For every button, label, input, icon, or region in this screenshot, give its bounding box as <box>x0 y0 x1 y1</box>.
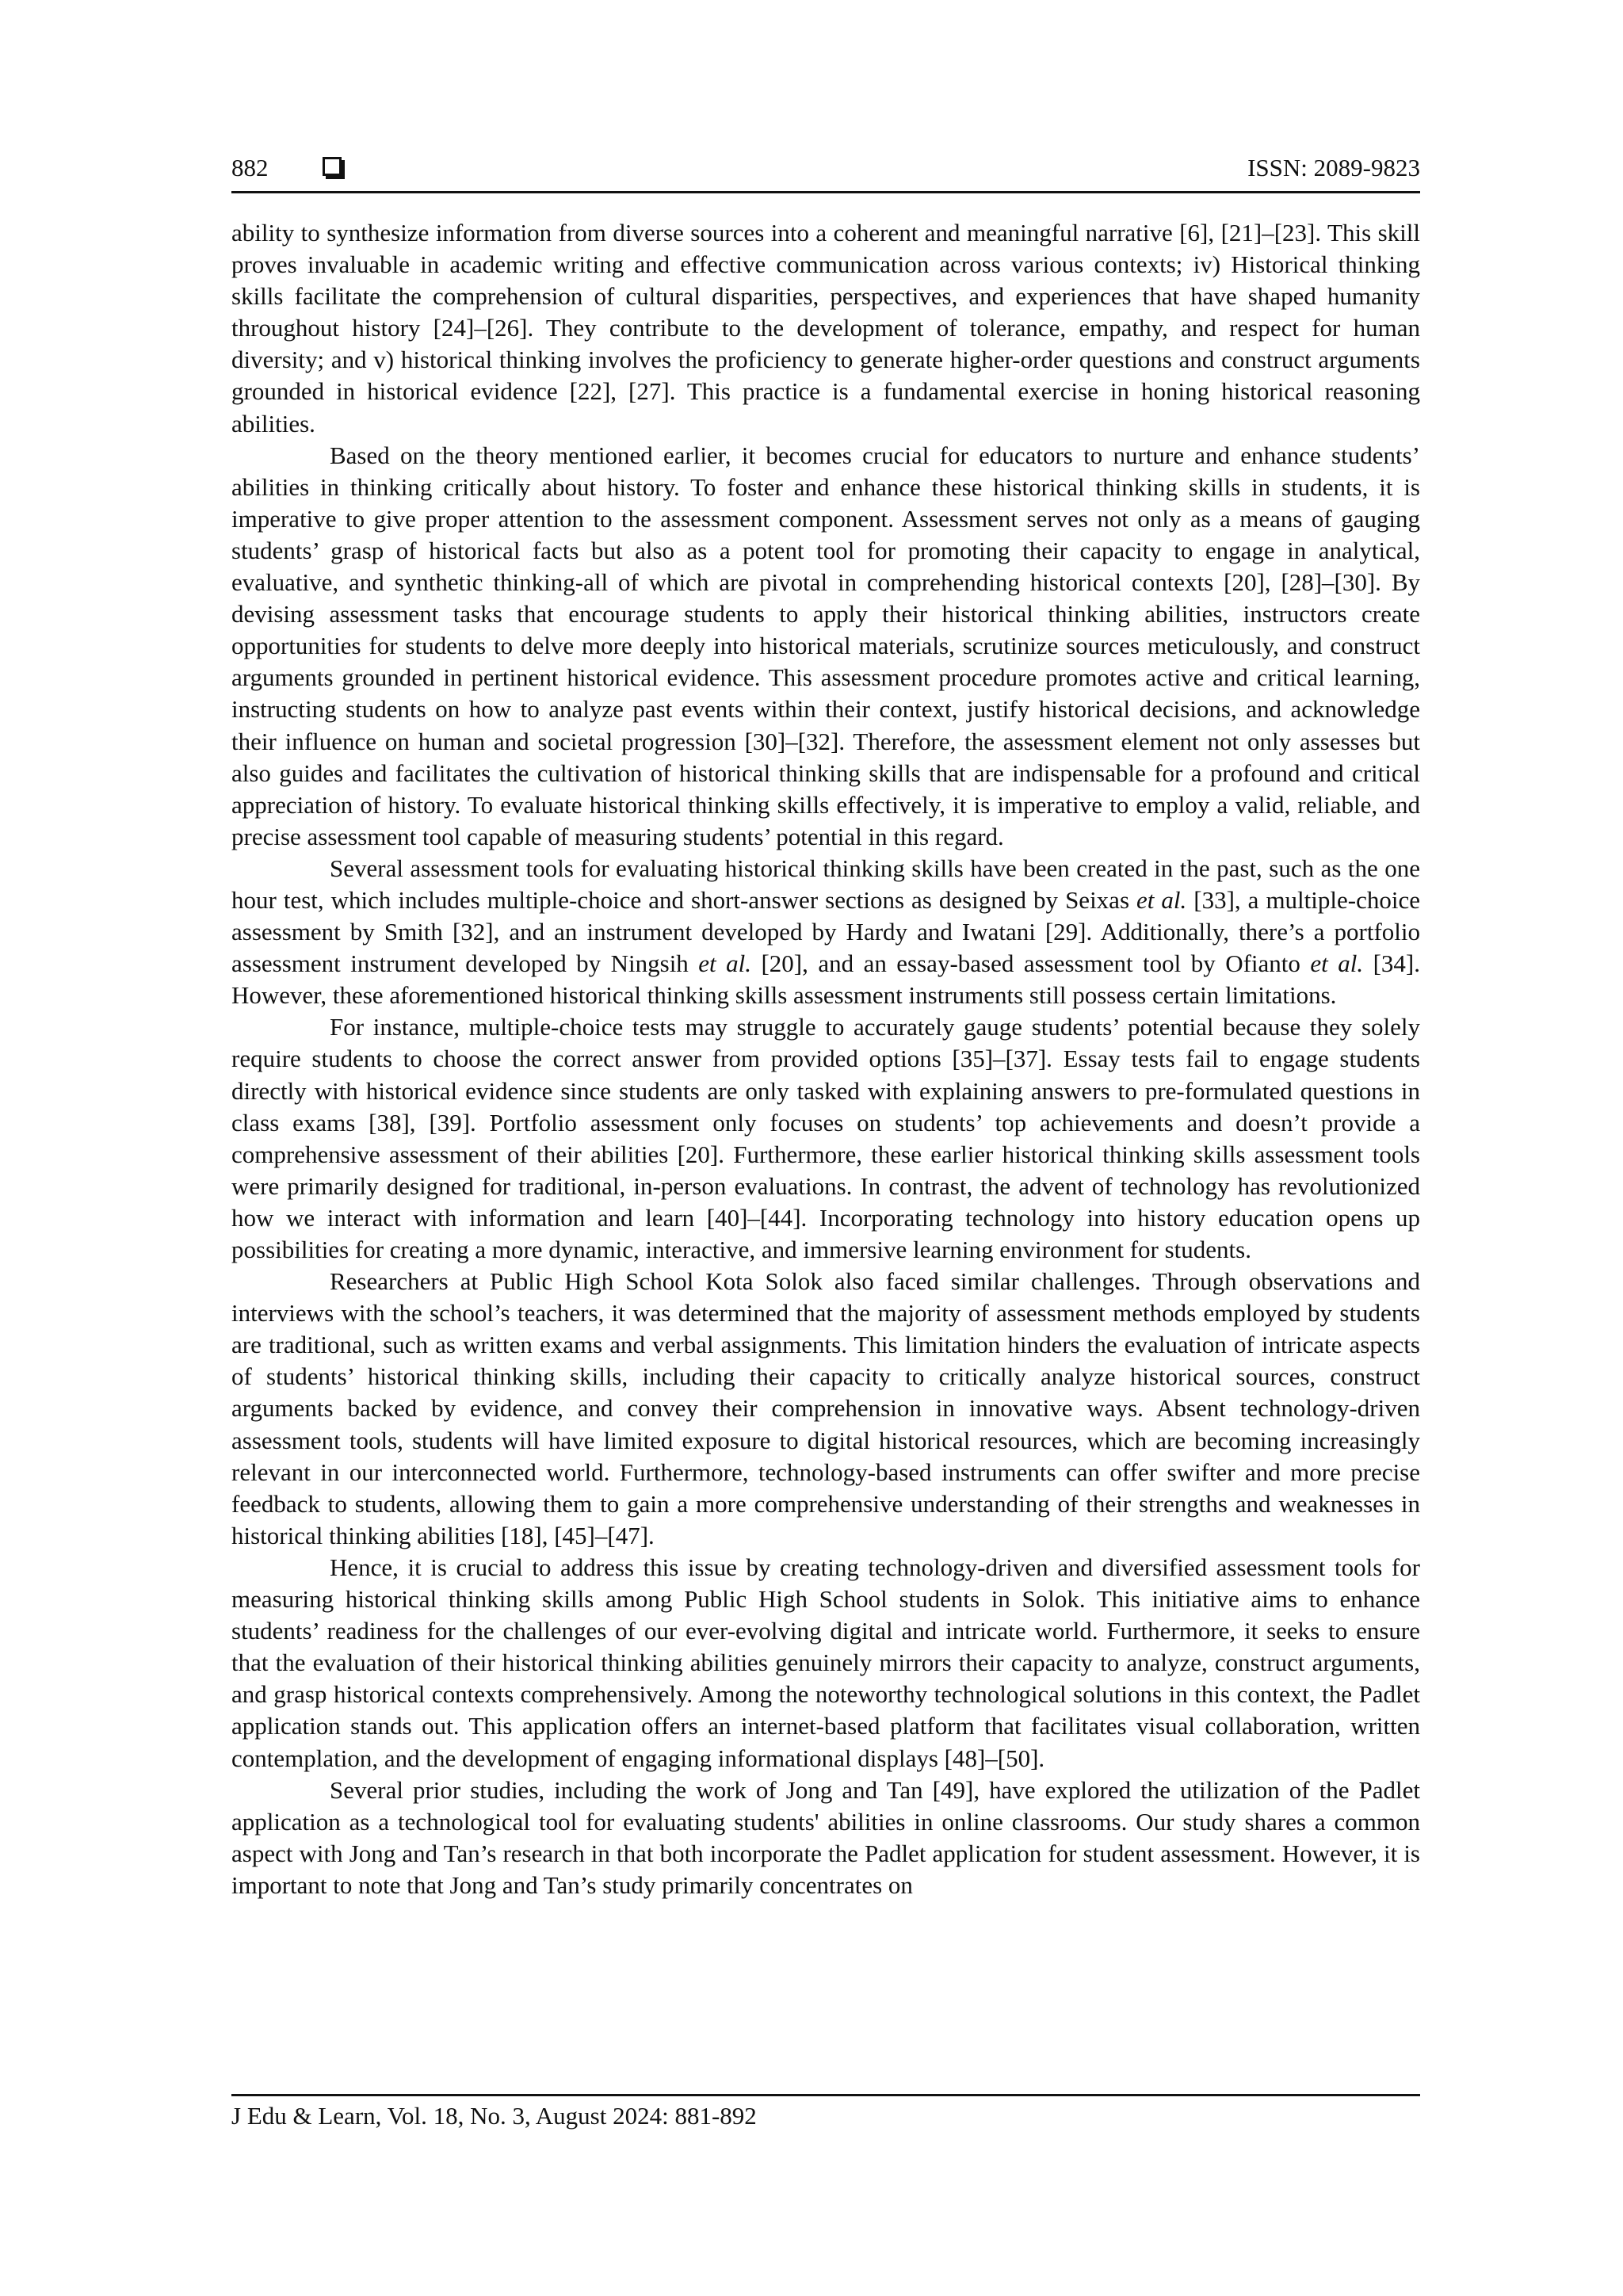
paragraph: Researchers at Public High School Kota Solok also faced similar challenges. Through observations and interviews with the school’s teachers, it was determined that the majority of assessment methods employed by students are traditional, such as written exams and verbal assignments. This limitation hinders the evaluation of intricate aspects of students’ historical thinking skills, including their capacity to critically analyze historical sources, construct arguments backed by evidence, and convey their comprehension in innovative ways. Absent technology-driven assessment tools, students will have limited exposure to digital historical resources, which are becoming increasingly relevant in our interconnected world. Furthermore, technology-based instruments can offer swifter and more precise feedback to students, allowing them to gain a more comprehensive understanding of their strengths and weaknesses in historical thinking abilities [18], [45]‒[47]. <box>231 1267 1420 1549</box>
paragraph: Based on the theory mentioned earlier, it becomes crucial for educators to nurture and enhance students’ abilities in thinking critically about history. To foster and enhance these historical thinking skills in students, it is imperative to give proper attention to the assessment component. Assessment serves not only as a means of gauging students’ grasp of historical facts but also as a potent tool for promoting their capacity to engage in analytical, evaluative, and synthetic thinking-all of which are pivotal in comprehending historical contexts [20], [28]‒[30]. By devising assessment tasks that encourage students to apply their historical thinking abilities, instructors create opportunities for students to delve more deeply into historical materials, scrutinize sources meticulously, and construct arguments grounded in pertinent historical evidence. This assessment procedure promotes active and critical learning, instructing students on how to analyze past events within their context, justify historical decisions, and acknowledge their influence on human and societal progression [30]‒[32]. Therefore, the assessment element not only assesses but also guides and facilitates the cultivation of historical thinking skills that are indispensable for a profound and critical appreciation of history. To evaluate historical thinking skills effectively, it is imperative to employ a valid, reliable, and precise assessment tool capable of measuring students’ potential in this regard. <box>231 441 1420 850</box>
page-number: 882 <box>231 154 269 181</box>
citation-etal: et al. <box>1136 885 1187 914</box>
paragraph <box>231 853 1420 1011</box>
paragraph-text: [20], and an essay-based assessment tool by Ofianto <box>751 949 1311 978</box>
journal-issn: ISSN: 2089-9823 <box>1247 154 1420 181</box>
citation-etal: et al. <box>1310 949 1364 978</box>
footer-rule <box>231 2094 1420 2096</box>
journal-citation: J Edu & Learn, Vol. 18, No. 3, August 2024: 881-892 <box>231 2102 757 2130</box>
header-rule <box>231 191 1420 193</box>
paragraph: ability to synthesize information from diverse sources into a coherent and meaningful narrative [6], [21]‒[23]. This skill proves invaluable in academic writing and effective communication across various contexts; iv) Historical thinking skills facilitate the comprehension of cultural disparities, perspectives, and experiences that have shaped humanity throughout history [24]‒[26]. They contribute to the development of tolerance, empathy, and respect for human diversity; and v) historical thinking involves the proficiency to generate higher-order questions and construct arguments grounded in historical evidence [22], [27]. This practice is a fundamental exercise in honing historical reasoning abilities. <box>231 219 1420 437</box>
paragraph-text: [33], a multiple-choice assessment by Smith [32], and an instrument developed by Hardy and Iwatani [29]. Additionally, there’s a portfolio assessment instrument developed by Ningsih <box>231 885 1420 978</box>
box-bullet-icon <box>323 157 342 176</box>
citation-etal: et al. <box>698 949 751 978</box>
page-header <box>231 154 1420 192</box>
paragraph: Hence, it is crucial to address this issue by creating technology-driven and diversified assessment tools for measuring historical thinking skills among Public High School students in Solok. This initiative aims to enhance students’ readiness for the challenges of our ever-evolving digital and intricate world. Furthermore, it seeks to ensure that the evaluation of their historical thinking abilities genuinely mirrors their capacity to analyze, construct arguments, and grasp historical contexts comprehensively. Among the noteworthy technological solutions in this context, the Padlet application stands out. This application offers an internet-based platform that facilitates visual collaboration, written contemplation, and the development of engaging informational displays [48]‒[50]. <box>231 1553 1420 1772</box>
article-body <box>231 217 1420 1901</box>
paragraph-text: [34]. However, these aforementioned historical thinking skills assessment instruments still possess certain limitations. <box>231 949 1420 1010</box>
paragraph-text: Several assessment tools for evaluating historical thinking skills have been created in the past, such as the one hour test, which includes multiple-choice and short-answer sections as designed by Seixas <box>231 854 1420 914</box>
paragraph: Several prior studies, including the work of Jong and Tan [49], have explored the utilization of the Padlet application as a technological tool for evaluating students' abilities in online classrooms. Our study shares a common aspect with Jong and Tan’s research in that both incorporate the Padlet application for student assessment. However, it is important to note that Jong and Tan’s study primarily concentrates on <box>231 1775 1420 1899</box>
paragraph: For instance, multiple-choice tests may struggle to accurately gauge students’ potential because they solely require students to choose the correct answer from provided options [35]‒[37]. Essay tests fail to engage students directly with historical evidence since students are only tasked with explaining answers to pre-formulated questions in class exams [38], [39]. Portfolio assessment only focuses on students’ top achievements and doesn’t provide a comprehensive assessment of their abilities [20]. Furthermore, these earlier historical thinking skills assessment tools were primarily designed for traditional, in-person evaluations. In contrast, the advent of technology has revolutionized how we interact with information and learn [40]‒[44]. Incorporating technology into history education opens up possibilities for creating a more dynamic, interactive, and immersive learning environment for students. <box>231 1013 1420 1263</box>
